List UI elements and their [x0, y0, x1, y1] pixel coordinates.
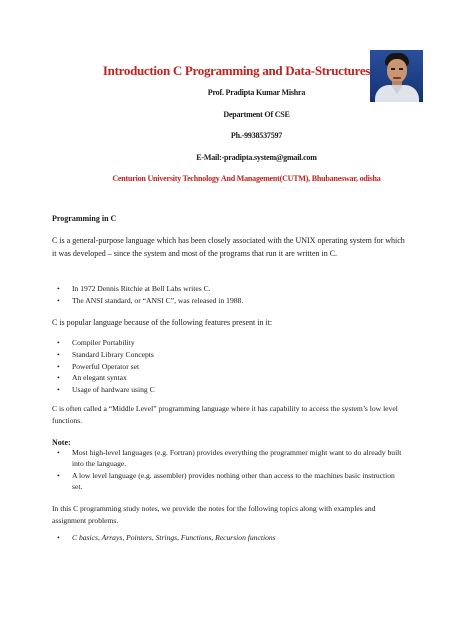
- list-item: • Standard Library Concepts: [52, 349, 407, 361]
- document-title: Introduction C Programming and Data-Structures: [102, 63, 371, 78]
- department: Department Of CSE: [223, 110, 290, 119]
- list-item: • In 1972 Dennis Ritchie at Bell Labs writes C.: [52, 283, 407, 295]
- history-list: [52, 283, 407, 307]
- author-name: Prof. Pradipta Kumar Mishra: [207, 88, 306, 97]
- list-item: • Compiler Portability: [52, 337, 407, 349]
- list-item: • The ANSI standard, or “ANSI C”, was released in 1988.: [52, 295, 407, 307]
- list-item: • C basics, Arrays, Pointers, Strings, Functions, Recursion functions: [52, 532, 407, 544]
- note-label: Note:: [52, 438, 71, 447]
- list-item: • An elegant syntax: [52, 372, 407, 384]
- email-address: E-Mail:-pradipta.system@gmail.com: [196, 153, 317, 162]
- intro-paragraph: C is a general-purpose language which has been closely associated with the UNIX operating system for which it was developed – since the system and most of the programs that run it are written in C.: [52, 236, 405, 258]
- study-notes-paragraph: In this C programming study notes, we provide the notes for the following topics along with examples and assignment problems.: [52, 504, 376, 525]
- list-item: • Most high-level languages (e.g. Fortran) provides everything the programmer might want to do already built into the language.: [52, 447, 407, 470]
- list-item: • Usage of hardware using C: [52, 384, 407, 396]
- list-item: • A low level language (e.g. assembler) provides nothing other than access to the machines basic instruction set.: [52, 470, 407, 493]
- notes-list: [52, 447, 407, 492]
- section-heading: Programming in C: [52, 214, 117, 223]
- phone-number: Ph.-9938537597: [230, 131, 283, 140]
- institution-name: Centurion University Technology And Management(CUTM), Bhubaneswar, odisha: [112, 174, 381, 183]
- middle-level-paragraph: C is often called a “Middle Level” programming language where it has capability to access the system’s low level functions.: [52, 404, 398, 425]
- topics-list: [52, 532, 407, 544]
- features-intro: C is popular language because of the following features present in it:: [52, 318, 273, 327]
- list-item: • Powerful Operator set: [52, 361, 407, 373]
- features-list: [52, 337, 407, 396]
